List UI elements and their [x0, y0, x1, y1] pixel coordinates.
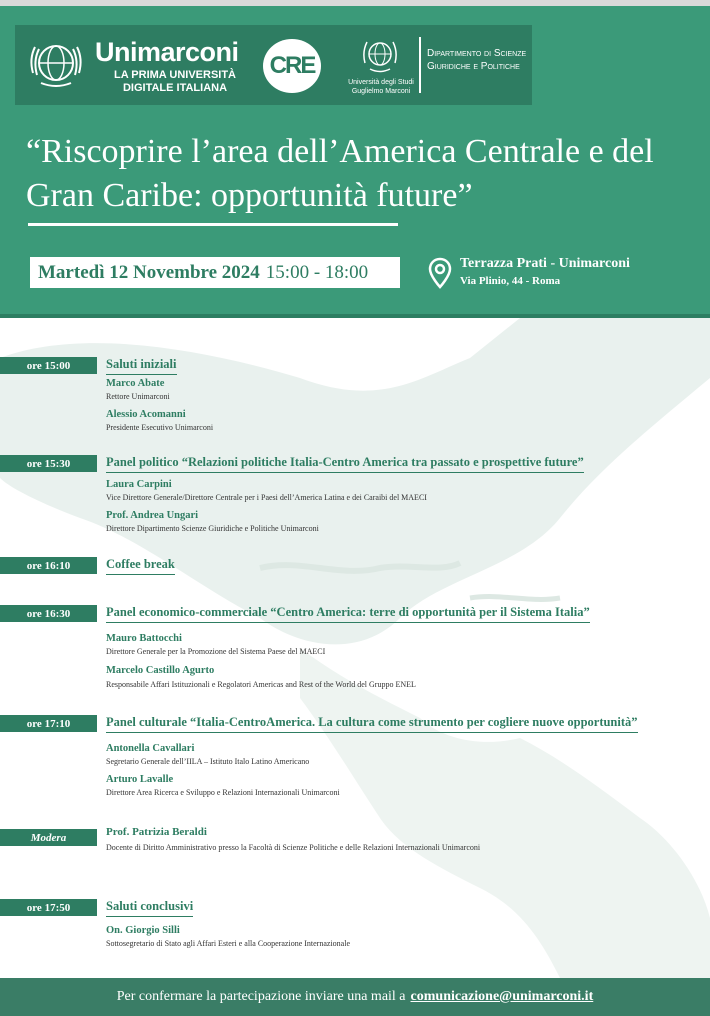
- map-pin-icon: [428, 257, 452, 289]
- footer: [0, 978, 710, 1016]
- brand-tagline: LA PRIMA UNIVERSITÀ DIGITALE ITALIANA: [113, 69, 237, 94]
- session-time: ore 16:10: [0, 557, 97, 574]
- speaker-name: Arturo Lavalle: [106, 774, 174, 785]
- session-time: ore 15:30: [0, 455, 97, 472]
- speaker-name: Marcelo Castillo Agurto: [106, 665, 215, 676]
- speaker-role: Segretario Generale dell’IILA – Istituto Italo Latino Americano: [106, 757, 310, 766]
- speaker-name: Mauro Battocchi: [106, 633, 182, 644]
- speaker-name: Antonella Cavallari: [106, 743, 195, 754]
- session-title: Saluti conclusivi: [106, 899, 193, 917]
- speaker-name: Prof. Andrea Ungari: [106, 510, 199, 521]
- unimarconi-crest-icon: [27, 39, 85, 91]
- moderator-name: Prof. Patrizia Beraldi: [106, 826, 207, 838]
- title-rule: [28, 223, 398, 226]
- session-title: Coffee break: [106, 557, 175, 575]
- footer-text: Per confermare la partecipazione inviare una mail a: [116, 989, 406, 1004]
- session-title: Panel politico “Relazioni politiche Italia-Centro America tra passato e prospettive future”: [106, 455, 584, 473]
- moderator-role: Docente di Diritto Amministrativo presso la Facoltà di Scienze Politiche e delle Relazioni Internazionali Unimarconi: [106, 843, 481, 852]
- speaker-role: Responsabile Affari Istituzionali e Regolatori Americas and Rest of the World del Gruppo ENEL: [106, 680, 416, 689]
- email-link[interactable]: comunicazione@unimarconi.it: [410, 989, 594, 1004]
- speaker-role: Direttore Dipartimento Scienze Giuridiche e Politiche Unimarconi: [106, 524, 319, 533]
- university-name: Università degli Studi Guglielmo Marconi: [348, 79, 414, 95]
- event-time: 15:00 - 18:00: [265, 261, 369, 283]
- speaker-role: Direttore Area Ricerca e Sviluppo e Relazioni Internazionali Unimarconi: [106, 788, 340, 797]
- session-title: Panel economico-commerciale “Centro America: terre di opportunità per il Sistema Italia”: [106, 605, 590, 623]
- cre-logo: CRE: [263, 39, 321, 93]
- venue-name: Terrazza Prati - Unimarconi: [460, 256, 630, 271]
- speaker-name: Marco Abate: [106, 378, 165, 389]
- session-title: Saluti iniziali: [106, 357, 177, 375]
- logo-divider: [419, 37, 421, 93]
- marconi-crest-icon: [361, 37, 399, 75]
- session-time: ore 16:30: [0, 605, 97, 622]
- speaker-name: Alessio Acomanni: [106, 409, 186, 420]
- session-time: ore 17:50: [0, 899, 97, 916]
- event-title: “Riscoprire l’area dell’America Centrale e del Gran Caribe: opportunità future”: [26, 133, 654, 214]
- session-time: ore 15:00: [0, 357, 97, 374]
- speaker-name: On. Giorgio Silli: [106, 925, 180, 936]
- speaker-role: Presidente Esecutivo Unimarconi: [106, 423, 214, 432]
- venue-address: Via Plinio, 44 - Roma: [460, 275, 561, 287]
- date-box: [30, 257, 400, 288]
- speaker-role: Rettore Unimarconi: [106, 392, 170, 401]
- event-date: Martedì 12 Novembre 2024: [38, 261, 260, 283]
- brand-name: Unimarconi: [95, 37, 239, 67]
- speaker-role: Direttore Generale per la Promozione del Sistema Paese del MAECI: [106, 647, 326, 656]
- logo-strip: [15, 25, 532, 105]
- moderator-label: Modera: [0, 829, 97, 846]
- session-title: Panel culturale “Italia-CentroAmerica. La cultura come strumento per cogliere nuove opportunità”: [106, 715, 638, 733]
- speaker-role: Sottosegretario di Stato agli Affari Esteri e alla Cooperazione Internazionale: [106, 939, 350, 948]
- department-name: Dipartimento di Scienze Giuridiche e Politiche: [427, 48, 527, 72]
- session-time: ore 17:10: [0, 715, 97, 732]
- speaker-role: Vice Direttore Generale/Direttore Centrale per i Paesi dell’America Latina e dei Caraibi del MAECI: [106, 493, 427, 502]
- speaker-name: Laura Carpini: [106, 479, 172, 490]
